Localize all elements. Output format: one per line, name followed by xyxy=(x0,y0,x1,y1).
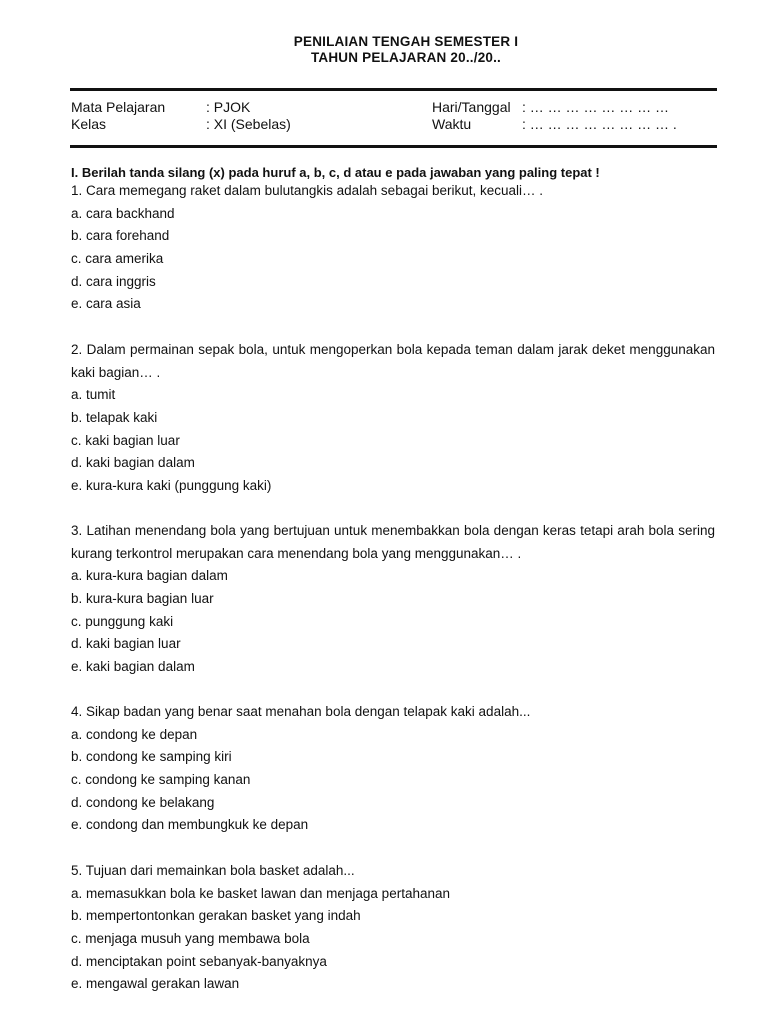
class-label: Kelas xyxy=(71,116,107,132)
question-5 xyxy=(71,860,715,996)
option-e: e. kaki bagian dalam xyxy=(71,659,195,674)
question-1 xyxy=(71,180,715,316)
option-d: d. condong ke belakang xyxy=(71,794,215,810)
option-c: c. condong ke samping kanan xyxy=(71,772,251,787)
exam-title: PENILAIAN TENGAH SEMESTER I xyxy=(293,34,519,49)
date-value: : … … … … … … … … xyxy=(522,99,670,115)
question-3 xyxy=(71,520,715,679)
option-b: b. condong ke samping kiri xyxy=(71,749,232,765)
option-a: a. condong ke depan xyxy=(71,726,198,742)
section-instruction: I. Berilah tanda silang (x) pada huruf a, b, c, d atau e pada jawaban yang paling tepat ! xyxy=(71,165,600,180)
question-text: 1. Cara memegang raket dalam bulutangkis adalah sebagai berikut, kecuali… . xyxy=(71,183,544,198)
question-2 xyxy=(71,339,715,498)
question-4 xyxy=(71,701,715,837)
class-value: : XI (Sebelas) xyxy=(206,116,291,132)
option-e: e. mengawal gerakan lawan xyxy=(71,976,240,992)
header-divider-bottom xyxy=(70,145,717,148)
option-c: c. punggung kaki xyxy=(71,613,174,629)
question-text: 5. Tujuan dari memainkan bola basket adalah... xyxy=(71,863,355,878)
option-c: c. menjaga musuh yang membawa bola xyxy=(71,931,310,946)
option-b: b. mempertontonkan gerakan basket yang indah xyxy=(71,908,361,924)
question-text: 3. Latihan menendang bola yang bertujuan untuk menembakkan bola dengan keras tetapi arah bola sering kurang terkontrol merupakan cara menendang bola yang menggunakan… . xyxy=(71,523,715,561)
option-a: a. kura-kura bagian dalam xyxy=(71,568,228,584)
option-b: b. cara forehand xyxy=(71,228,170,244)
header-divider-top xyxy=(70,88,717,91)
option-d: d. menciptakan point sebanyak-banyaknya xyxy=(71,953,327,969)
option-a: a. tumit xyxy=(71,387,116,403)
option-c: c. cara amerika xyxy=(71,251,164,266)
subject-value: : PJOK xyxy=(206,99,251,115)
option-d: d. kaki bagian luar xyxy=(71,636,181,652)
option-d: d. kaki bagian dalam xyxy=(71,455,195,471)
question-text: 4. Sikap badan yang benar saat menahan bola dengan telapak kaki adalah... xyxy=(71,704,531,719)
time-value: : … … … … … … … … . xyxy=(522,116,677,132)
option-e: e. condong dan membungkuk ke depan xyxy=(71,817,309,833)
option-e: e. cara asia xyxy=(71,296,141,312)
option-e: e. kura-kura kaki (punggung kaki) xyxy=(71,478,272,493)
option-b: b. kura-kura bagian luar xyxy=(71,590,214,606)
option-a: a. memasukkan bola ke basket lawan dan menjaga pertahanan xyxy=(71,885,450,901)
time-label: Waktu xyxy=(432,116,472,132)
question-text: 2. Dalam permainan sepak bola, untuk mengoperkan bola kepada teman dalam jarak deket menggunakan kaki bagian… . xyxy=(71,342,715,380)
academic-year: TAHUN PELAJARAN 20../20.. xyxy=(310,50,502,65)
option-c: c. kaki bagian luar xyxy=(71,432,180,448)
option-d: d. cara inggris xyxy=(71,273,156,289)
date-label: Hari/Tanggal xyxy=(432,99,511,115)
option-a: a. cara backhand xyxy=(71,205,175,221)
option-b: b. telapak kaki xyxy=(71,409,158,425)
subject-label: Mata Pelajaran xyxy=(71,99,166,115)
